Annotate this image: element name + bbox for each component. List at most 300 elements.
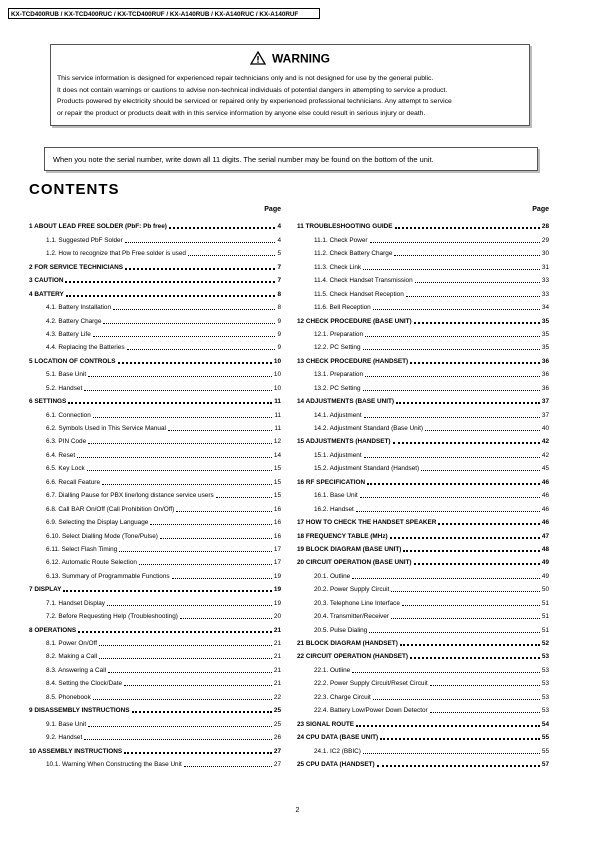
toc-leader-dots: [380, 738, 540, 740]
toc-section[interactable]: [297, 218, 549, 231]
toc-leader-dots: [99, 645, 272, 646]
toc-subsection[interactable]: [29, 326, 281, 339]
toc-entry-title: 11.3. Check Link: [314, 263, 362, 271]
toc-leader-dots: [414, 563, 540, 565]
toc-entry-title: 20.5. Pulse Dialing: [314, 626, 368, 634]
toc-leader-dots: [395, 227, 540, 229]
toc-entry-page: 46: [541, 478, 549, 486]
toc-leader-dots: [421, 470, 540, 471]
toc-entry-page: 47: [541, 532, 549, 540]
toc-section[interactable]: [29, 702, 281, 715]
toc-entry-page: 21: [273, 640, 281, 647]
toc-subsection[interactable]: [297, 245, 549, 258]
toc-subsection[interactable]: [297, 688, 549, 701]
toc-leader-dots: [360, 497, 540, 498]
toc-subsection[interactable]: [29, 433, 281, 446]
toc-entry-title: 10.1. Warning When Constructing the Base Unit: [46, 760, 182, 768]
page-column-label: Page: [264, 206, 281, 213]
toc-subsection[interactable]: [29, 648, 281, 661]
warning-text: [57, 73, 452, 119]
toc-entry-title: 21 BLOCK DIAGRAM (HANDSET): [297, 640, 398, 647]
toc-entry-page: 12: [273, 438, 281, 446]
toc-entry-page: 48: [541, 545, 549, 553]
toc-entry-title: 19 BLOCK DIAGRAM (BASE UNIT): [297, 545, 402, 553]
toc-section[interactable]: [29, 218, 281, 231]
toc-leader-dots: [188, 255, 275, 256]
toc-entry-page: 49: [541, 572, 549, 580]
toc-entry-title: 4.3. Battery Life: [46, 330, 91, 338]
toc-entry-page: 10: [273, 371, 281, 379]
toc-subsection[interactable]: [29, 635, 281, 648]
toc-entry-title: 4.2. Battery Charge: [46, 317, 102, 325]
toc-entry-title: 5 LOCATION OF CONTROLS: [29, 357, 116, 365]
toc-leader-dots: [373, 309, 540, 310]
toc-entry-title: 7.2. Before Requesting Help (Troubleshooting): [46, 613, 178, 621]
toc-entry-title: 22.1. Outline: [314, 666, 351, 674]
toc-entry-page: 19: [273, 599, 281, 607]
toc-leader-dots: [118, 362, 272, 364]
toc-leader-dots: [390, 537, 540, 539]
toc-entry-title: 6 SETTINGS: [29, 398, 67, 406]
toc-section[interactable]: [29, 272, 281, 285]
toc-subsection[interactable]: [297, 446, 549, 459]
toc-entry-title: 6.4. Reset: [46, 451, 76, 459]
toc-entry-title: 20.2. Power Supply Circuit: [314, 586, 390, 594]
toc-entry-title: 11.6. Bell Reception: [314, 304, 371, 312]
toc-subsection[interactable]: [29, 541, 281, 554]
warning-box: [50, 44, 530, 126]
toc-section[interactable]: [29, 742, 281, 755]
toc-leader-dots: [113, 309, 275, 310]
toc-subsection[interactable]: [29, 608, 281, 621]
toc-entry-title: 11.5. Check Handset Reception: [314, 290, 404, 298]
toc-subsection[interactable]: [297, 594, 549, 607]
toc-leader-dots: [363, 269, 540, 270]
toc-section[interactable]: [297, 541, 549, 554]
toc-entry-page: 42: [541, 451, 549, 459]
toc-leader-dots: [78, 631, 272, 633]
toc-entry-title: 23 SIGNAL ROUTE: [297, 720, 355, 728]
toc-entry-page: 15: [273, 492, 281, 500]
toc-subsection[interactable]: [29, 473, 281, 486]
toc-entry-title: 12 CHECK PROCEDURE (BASE UNIT): [297, 317, 412, 325]
toc-entry-page: 27: [273, 760, 281, 768]
toc-entry-page: 35: [541, 317, 549, 325]
toc-section[interactable]: [29, 258, 281, 271]
toc-section[interactable]: [297, 393, 549, 406]
toc-leader-dots: [394, 255, 540, 256]
toc-entry-title: 8.1. Power On/Off: [46, 640, 98, 647]
toc-leader-dots: [370, 242, 540, 243]
warning-title: [51, 51, 529, 68]
toc-subsection[interactable]: [297, 299, 549, 312]
toc-entry-page: 11: [274, 398, 281, 406]
toc-entry-page: 36: [541, 384, 549, 392]
toc-entry-page: 21: [273, 680, 281, 688]
toc-leader-dots: [367, 483, 540, 485]
toc-leader-dots: [93, 336, 276, 337]
toc-entry-page: 22: [273, 693, 281, 701]
toc-entry-page: 53: [541, 707, 549, 715]
toc-entry-page: 46: [541, 519, 549, 527]
toc-entry-page: 4: [277, 223, 281, 231]
toc-subsection[interactable]: [297, 608, 549, 621]
toc-entry-title: 9 DISASSEMBLY INSTRUCTIONS: [29, 707, 130, 715]
toc-subsection[interactable]: [29, 514, 281, 527]
toc-subsection[interactable]: [297, 675, 549, 688]
toc-entry-title: 8.4. Setting the Clock/Date: [46, 680, 123, 688]
toc-entry-title: 4.1. Battery Installation: [46, 304, 112, 312]
toc-entry-title: 11.4. Check Handset Transmission: [314, 277, 413, 285]
toc-entry-title: 22.2. Power Supply Circuit/Reset Circuit: [314, 680, 428, 688]
toc-leader-dots: [119, 551, 272, 552]
toc-entry-page: 51: [541, 613, 549, 621]
toc-subsection[interactable]: [297, 231, 549, 244]
toc-entry-title: 13.1. Preparation: [314, 371, 364, 379]
toc-leader-dots: [352, 672, 540, 673]
toc-leader-dots: [363, 390, 540, 391]
toc-subsection[interactable]: [297, 487, 549, 500]
toc-entry-page: 21: [273, 626, 281, 634]
toc-entry-page: 53: [541, 680, 549, 688]
warning-title-text: WARNING: [272, 51, 330, 66]
toc-leader-dots: [377, 765, 540, 767]
toc-entry-title: 13.2. PC Setting: [314, 384, 361, 392]
toc-entry-title: 6.7. Dialling Pause for PBX line/long distance service users: [46, 492, 214, 500]
toc-entry-title: 7 DISPLAY: [29, 586, 62, 594]
toc-leader-dots: [425, 430, 540, 431]
toc-subsection[interactable]: [29, 594, 281, 607]
toc-leader-dots: [88, 443, 272, 444]
toc-entry-page: 9: [277, 330, 281, 338]
toc-entry-page: 52: [541, 640, 549, 647]
toc-section[interactable]: [297, 527, 549, 540]
toc-section[interactable]: [297, 756, 549, 769]
toc-leader-dots: [125, 242, 276, 243]
toc-entry-title: 16.2. Handset: [314, 505, 354, 513]
toc-leader-dots: [356, 725, 540, 727]
toc-subsection[interactable]: [297, 339, 549, 352]
toc-leader-dots: [363, 349, 540, 350]
toc-subsection[interactable]: [29, 299, 281, 312]
toc-leader-dots: [364, 417, 540, 418]
toc-leader-dots: [139, 564, 272, 565]
toc-entry-title: 22 CIRCUIT OPERATION (HANDSET): [297, 653, 409, 661]
toc-entry-page: 49: [541, 559, 549, 567]
toc-leader-dots: [430, 712, 540, 713]
toc-entry-title: 16.1. Base Unit: [314, 492, 358, 500]
toc-leader-dots: [168, 430, 272, 431]
toc-subsection[interactable]: [29, 366, 281, 379]
toc-entry-title: 2 FOR SERVICE TECHNICIANS: [29, 263, 123, 271]
toc-entry-page: 20: [273, 613, 281, 621]
toc-subsection[interactable]: [29, 245, 281, 258]
toc-entry-title: 6.13. Summary of Programmable Functions: [46, 572, 170, 580]
toc-subsection[interactable]: [297, 702, 549, 715]
toc-section[interactable]: [297, 635, 549, 648]
toc-entry-title: 16 RF SPECIFICATION: [297, 478, 366, 486]
toc-entry-title: 8.5. Phonebook: [46, 693, 91, 701]
toc-subsection[interactable]: [29, 406, 281, 419]
toc-entry-page: 10: [273, 357, 281, 365]
toc-subsection[interactable]: [29, 460, 281, 473]
toc-subsection[interactable]: [29, 729, 281, 742]
toc-subsection[interactable]: [297, 420, 549, 433]
toc-entry-page: 34: [541, 304, 549, 312]
toc-subsection[interactable]: [29, 688, 281, 701]
toc-section[interactable]: [297, 648, 549, 661]
toc-entry-title: 20.4. Transmitter/Receiver: [314, 613, 389, 621]
toc-leader-dots: [132, 711, 272, 713]
toc-section[interactable]: [29, 581, 281, 594]
toc-section[interactable]: [297, 514, 549, 527]
toc-entry-page: 14: [273, 451, 281, 459]
toc-entry-title: 6.2. Symbols Used in This Service Manual: [46, 425, 166, 432]
toc-entry-title: 7.1. Handset Display: [46, 599, 105, 607]
toc-entry-page: 21: [273, 653, 281, 661]
toc-subsection[interactable]: [297, 406, 549, 419]
toc-entry-page: 5: [277, 250, 281, 258]
toc-entry-page: 33: [541, 290, 549, 298]
toc-subsection[interactable]: [29, 420, 281, 433]
toc-leader-dots: [124, 752, 272, 754]
toc-entry-title: 22.3. Charge Circuit: [314, 693, 371, 701]
toc-section[interactable]: [297, 352, 549, 365]
toc-subsection[interactable]: [29, 500, 281, 513]
toc-entry-page: 8: [277, 290, 281, 298]
toc-leader-dots: [364, 457, 540, 458]
toc-section[interactable]: [297, 554, 549, 567]
toc-leader-dots: [93, 417, 273, 418]
toc-entry-page: 15: [273, 478, 281, 486]
toc-leader-dots: [402, 605, 540, 606]
page-column-label: Page: [532, 206, 549, 213]
toc-entry-page: 42: [541, 438, 549, 446]
toc-entry-title: 12.1. Preparation: [314, 330, 364, 338]
toc-entry-title: 6.3. PIN Code: [46, 438, 87, 446]
toc-column-left: [29, 205, 281, 769]
toc-entry-title: 5.2. Handset: [46, 384, 83, 392]
toc-leader-dots: [125, 268, 275, 270]
toc-subsection[interactable]: [297, 567, 549, 580]
toc-leader-dots: [363, 753, 540, 754]
toc-entry-title: 25 CPU DATA (HANDSET): [297, 760, 375, 768]
toc-subsection[interactable]: [297, 742, 549, 755]
toc-entry-title: 1.1. Suggested PbF Solder: [46, 236, 123, 244]
toc-entry-title: 8 OPERATIONS: [29, 626, 77, 634]
warning-triangle-icon: [250, 51, 266, 68]
toc-entry-page: 19: [273, 586, 281, 594]
warning-line: It does not contain warnings or cautions to advise non-technical individuals of potential dangers in attempting to service a product.: [57, 86, 448, 94]
toc-subsection[interactable]: [297, 661, 549, 674]
toc-leader-dots: [356, 511, 540, 512]
toc-entry-title: 6.5. Key Lock: [46, 465, 85, 473]
toc-section[interactable]: [29, 352, 281, 365]
toc-entry-title: 1 ABOUT LEAD FREE SOLDER (PbF: Pb free): [29, 223, 167, 231]
toc-leader-dots: [216, 497, 272, 498]
toc-subsection[interactable]: [29, 554, 281, 567]
toc-leader-dots: [373, 699, 540, 700]
toc-entry-page: 10: [273, 384, 281, 392]
toc-subsection[interactable]: [297, 258, 549, 271]
toc-entry-title: 6.6. Recall Feature: [46, 478, 100, 486]
toc-leader-dots: [410, 362, 540, 364]
toc-entry-page: 25: [273, 707, 281, 715]
toc-entry-title: 3 CAUTION: [29, 277, 64, 285]
toc-leader-dots: [169, 227, 276, 229]
toc-entry-page: 57: [541, 760, 549, 768]
toc-subsection[interactable]: [29, 339, 281, 352]
toc-entry-page: 55: [541, 747, 549, 755]
toc-leader-dots: [391, 591, 540, 592]
toc-section[interactable]: [29, 285, 281, 298]
toc-entry-title: 5.1. Base Unit: [46, 371, 87, 379]
toc-subsection[interactable]: [29, 661, 281, 674]
toc-leader-dots: [77, 457, 272, 458]
toc-entry-title: 24 CPU DATA (BASE UNIT): [297, 734, 379, 742]
toc-leader-dots: [93, 699, 272, 700]
toc-leader-dots: [438, 523, 539, 525]
toc-entry-page: 31: [541, 263, 549, 271]
toc-leader-dots: [87, 470, 272, 471]
toc-entry-page: 53: [541, 653, 549, 661]
toc-entry-title: 15.2. Adjustment Standard (Handset): [314, 465, 420, 473]
page-number: 2: [295, 807, 300, 814]
toc-subsection[interactable]: [297, 379, 549, 392]
toc-leader-dots: [150, 524, 272, 525]
toc-entry-title: 10 ASSEMBLY INSTRUCTIONS: [29, 747, 123, 755]
toc-entry-title: 4 BATTERY: [29, 290, 64, 298]
toc-entry-title: 8.3. Answering a Call: [46, 666, 107, 674]
toc-subsection[interactable]: [297, 366, 549, 379]
toc-section[interactable]: [297, 715, 549, 728]
toc-section[interactable]: [297, 312, 549, 325]
toc-subsection[interactable]: [29, 231, 281, 244]
toc-entry-page: 19: [273, 572, 281, 580]
toc-leader-dots: [391, 618, 540, 619]
toc-subsection[interactable]: [29, 446, 281, 459]
toc-leader-dots: [66, 295, 276, 297]
toc-entry-page: 30: [541, 250, 549, 258]
toc-subsection[interactable]: [297, 460, 549, 473]
toc-entry-title: 6.11. Select Flash Timing: [46, 545, 118, 553]
toc-entry-page: 21: [273, 666, 281, 674]
toc-leader-dots: [176, 511, 272, 512]
toc-section[interactable]: [29, 393, 281, 406]
toc-leader-dots: [88, 376, 272, 377]
toc-entry-page: 40: [541, 425, 549, 432]
toc-subsection[interactable]: [297, 500, 549, 513]
toc-entry-title: 6.9. Selecting the Display Language: [46, 519, 149, 527]
toc-entry-title: 22.4. Battery Low/Power Down Detector: [314, 707, 428, 715]
toc-leader-dots: [400, 644, 540, 646]
toc-subsection[interactable]: [29, 379, 281, 392]
toc-leader-dots: [88, 726, 272, 727]
toc-entry-page: 37: [541, 398, 549, 406]
toc-subsection[interactable]: [29, 756, 281, 769]
toc-subsection[interactable]: [297, 621, 549, 634]
warning-line: Products powered by electricity should be serviced or repaired only by experienced professional technicians. Any attempt to service: [57, 98, 452, 105]
toc-subsection[interactable]: [29, 312, 281, 325]
toc-entry-title: 9.1. Base Unit: [46, 720, 87, 728]
toc-entry-page: 46: [541, 505, 549, 513]
toc-entry-page: 36: [541, 371, 549, 379]
toc-leader-dots: [180, 618, 272, 619]
toc-entry-page: 53: [541, 693, 549, 701]
serial-number-note: When you note the serial number, write down all 11 digits. The serial number may be found on the bottom of the unit.: [44, 147, 538, 171]
toc-entry-page: 54: [541, 720, 549, 728]
toc-entry-title: 14 ADJUSTMENTS (BASE UNIT): [297, 398, 395, 406]
toc-entry-page: 4: [277, 236, 281, 244]
toc-entry-page: 17: [273, 559, 281, 567]
toc-subsection[interactable]: [29, 675, 281, 688]
toc-entry-title: 9.2. Handset: [46, 734, 83, 742]
toc-leader-dots: [102, 484, 272, 485]
toc-entry-page: 33: [541, 277, 549, 285]
toc-leader-dots: [184, 766, 272, 767]
toc-entry-title: 20.1. Outline: [314, 572, 351, 580]
toc-entry-title: 4.4. Replacing the Batteries: [46, 344, 125, 352]
toc-entry-title: 15 ADJUSTMENTS (HANDSET): [297, 438, 391, 446]
toc-leader-dots: [107, 605, 272, 606]
toc-entry-page: 11: [274, 425, 281, 432]
toc-entry-title: 11 TROUBLESHOOTING GUIDE: [297, 223, 393, 231]
toc-subsection[interactable]: [297, 581, 549, 594]
toc-leader-dots: [396, 402, 540, 404]
toc-entry-title: 6.10. Select Dialling Mode (Tone/Pulse): [46, 532, 158, 540]
toc-subsection[interactable]: [29, 527, 281, 540]
toc-entry-page: 27: [273, 747, 281, 755]
toc-entry-page: 51: [541, 626, 549, 634]
toc-leader-dots: [108, 672, 272, 673]
toc-subsection[interactable]: [297, 285, 549, 298]
toc-entry-page: 35: [541, 344, 549, 352]
toc-entry-title: 20.3. Telephone Line Interface: [314, 599, 400, 607]
toc-subsection[interactable]: [29, 567, 281, 580]
toc-leader-dots: [127, 349, 276, 350]
toc-entry-page: 37: [541, 411, 549, 419]
toc-leader-dots: [365, 376, 540, 377]
toc-section[interactable]: [297, 729, 549, 742]
toc-column-right: [297, 205, 549, 769]
toc-entry-page: 16: [273, 519, 281, 527]
toc-leader-dots: [160, 538, 272, 539]
toc-entry-page: 17: [273, 545, 281, 553]
toc-entry-page: 53: [541, 666, 549, 674]
toc-leader-dots: [414, 322, 540, 324]
toc-subsection[interactable]: [297, 272, 549, 285]
toc-entry-title: 15.1. Adjustment: [314, 451, 362, 459]
toc-leader-dots: [63, 590, 271, 592]
toc-subsection[interactable]: [297, 326, 549, 339]
toc-entry-page: 46: [541, 492, 549, 500]
toc-leader-dots: [84, 390, 272, 391]
toc-entry-page: 8: [277, 304, 281, 312]
toc-entry-page: 16: [273, 505, 281, 513]
toc-subsection[interactable]: [29, 487, 281, 500]
toc-entry-title: 13 CHECK PROCEDURE (HANDSET): [297, 357, 409, 365]
toc-entry-title: 8.2. Making a Call: [46, 653, 98, 661]
toc-section[interactable]: [297, 473, 549, 486]
toc-leader-dots: [352, 578, 540, 579]
toc-leader-dots: [103, 323, 275, 324]
toc-leader-dots: [68, 402, 272, 404]
toc-entry-page: 45: [541, 465, 549, 473]
toc-subsection[interactable]: [29, 715, 281, 728]
toc-section[interactable]: [297, 433, 549, 446]
toc-section[interactable]: [29, 621, 281, 634]
toc-entry-page: 55: [541, 734, 549, 742]
